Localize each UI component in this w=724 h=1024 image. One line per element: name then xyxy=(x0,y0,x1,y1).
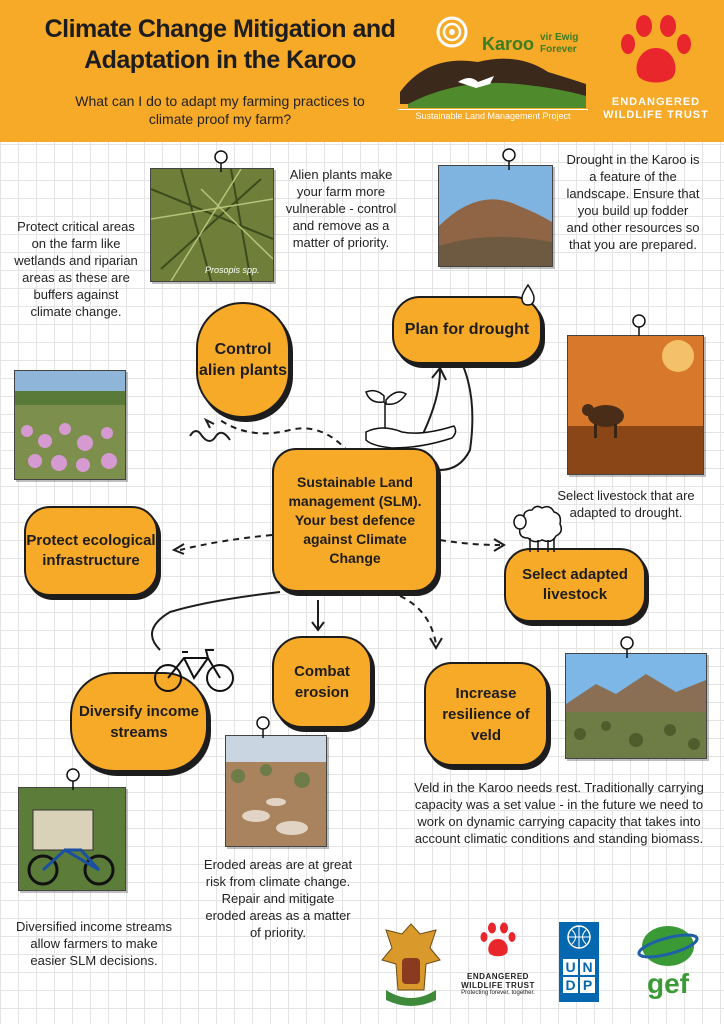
gef-logo xyxy=(630,920,706,1004)
arrow-to-diversify xyxy=(152,592,280,650)
seedling-hand-icon xyxy=(362,388,462,454)
bubble-center-slm: Sustainable Land management (SLM). Your best defence against Climate Change xyxy=(272,448,438,592)
photo-veld xyxy=(565,653,707,759)
desc-veld: Veld in the Karoo needs rest. Traditionally carrying capacity was a set value - in the future we need to work on dynamic carrying capacity that takes into account climatic conditions and standing biomass. xyxy=(414,780,704,846)
sheep-icon xyxy=(510,502,568,554)
bubble-increase-resilience-veld: Increase resilience of veld xyxy=(424,662,548,766)
bubble-protect-ecological-infrastructure: Protect ecological infrastructure xyxy=(24,506,158,596)
coat-of-arms-icon xyxy=(380,920,442,1008)
karoo-name: Karoo xyxy=(482,34,535,54)
page-subtitle: What can I do to adapt my farming practices to climate proof my farm? xyxy=(75,93,365,127)
undp-letter-d: D xyxy=(563,977,578,993)
globe-icon xyxy=(559,922,599,952)
photo-wetland-flowers xyxy=(14,370,126,480)
photo-bicycle-trail xyxy=(18,787,126,891)
pushpin-icon xyxy=(64,768,82,790)
desc-diversify: Diversified income streams allow farmers to make easier SLM decisions. xyxy=(15,919,173,968)
pushpin-icon xyxy=(630,314,648,336)
bubble-control-alien-plants: Control alien plants xyxy=(196,302,290,418)
pushpin-icon xyxy=(618,636,636,658)
photo-sheep-sunset xyxy=(567,335,704,475)
pushpin-icon xyxy=(254,716,272,738)
ewt-footer-logo xyxy=(458,922,538,996)
photo-alien-plants xyxy=(150,168,274,282)
ewt-line1: ENDANGERED xyxy=(611,96,701,108)
desc-protect-areas: Protect critical areas on the farm like wetlands and riparian areas as these are buffers against climate change. xyxy=(14,219,138,319)
ewt-footer-line2: WILDLIFE TRUST xyxy=(461,981,535,990)
undp-logo xyxy=(559,922,599,1002)
arrow-to-veld xyxy=(400,596,436,644)
ewt-line2: WILDLIFE TRUST xyxy=(603,109,709,121)
page-title: Climate Change Mitigation and Adaptation in the Karoo xyxy=(44,15,396,74)
bicycle-icon xyxy=(152,646,236,694)
globe-icon xyxy=(636,920,700,970)
alien-photo-caption: Prosopis spp. xyxy=(205,265,260,275)
desc-drought: Drought in the Karoo is a feature of the landscape. Ensure that you build up fodder and other resources so that you are prepared. xyxy=(566,152,700,252)
pushpin-icon xyxy=(500,148,518,170)
arrow-to-livestock xyxy=(440,540,500,545)
karoo-project-tagline: Sustainable Land Management Project xyxy=(398,109,588,121)
ewt-footer-tagline: Protecting forever, together. xyxy=(461,990,535,996)
arrow-to-protect xyxy=(180,535,272,550)
photo-eroded-area xyxy=(225,735,327,847)
desc-alien-plants: Alien plants make your farm more vulnerable - control and remove as a matter of priority. xyxy=(285,167,397,250)
bubble-select-adapted-livestock: Select adapted livestock xyxy=(504,548,646,622)
undp-letter-n: N xyxy=(580,959,595,975)
gef-text: gef xyxy=(647,968,689,999)
karoo-tagline-2: Forever xyxy=(540,44,577,55)
undp-letter-u: U xyxy=(563,959,578,975)
pushpin-icon xyxy=(212,150,230,172)
paw-print-icon xyxy=(478,922,518,958)
undp-letter-p: P xyxy=(580,977,595,993)
bubble-diversify-income-streams: Diversify income streams xyxy=(70,672,208,772)
ewt-footer-line1: ENDANGERED xyxy=(467,972,529,981)
water-drop-icon xyxy=(520,284,536,306)
photo-drought xyxy=(438,165,553,267)
desc-livestock: Select livestock that are adapted to drought. xyxy=(557,488,695,520)
bubble-plan-for-drought: Plan for drought xyxy=(392,296,542,364)
bubble-combat-erosion: Combat erosion xyxy=(272,636,372,728)
desc-erosion: Eroded areas are at great risk from climate change. Repair and mitigate eroded areas as a matter of priority. xyxy=(203,857,353,940)
karoo-tagline-1: vir Ewig xyxy=(540,32,579,43)
